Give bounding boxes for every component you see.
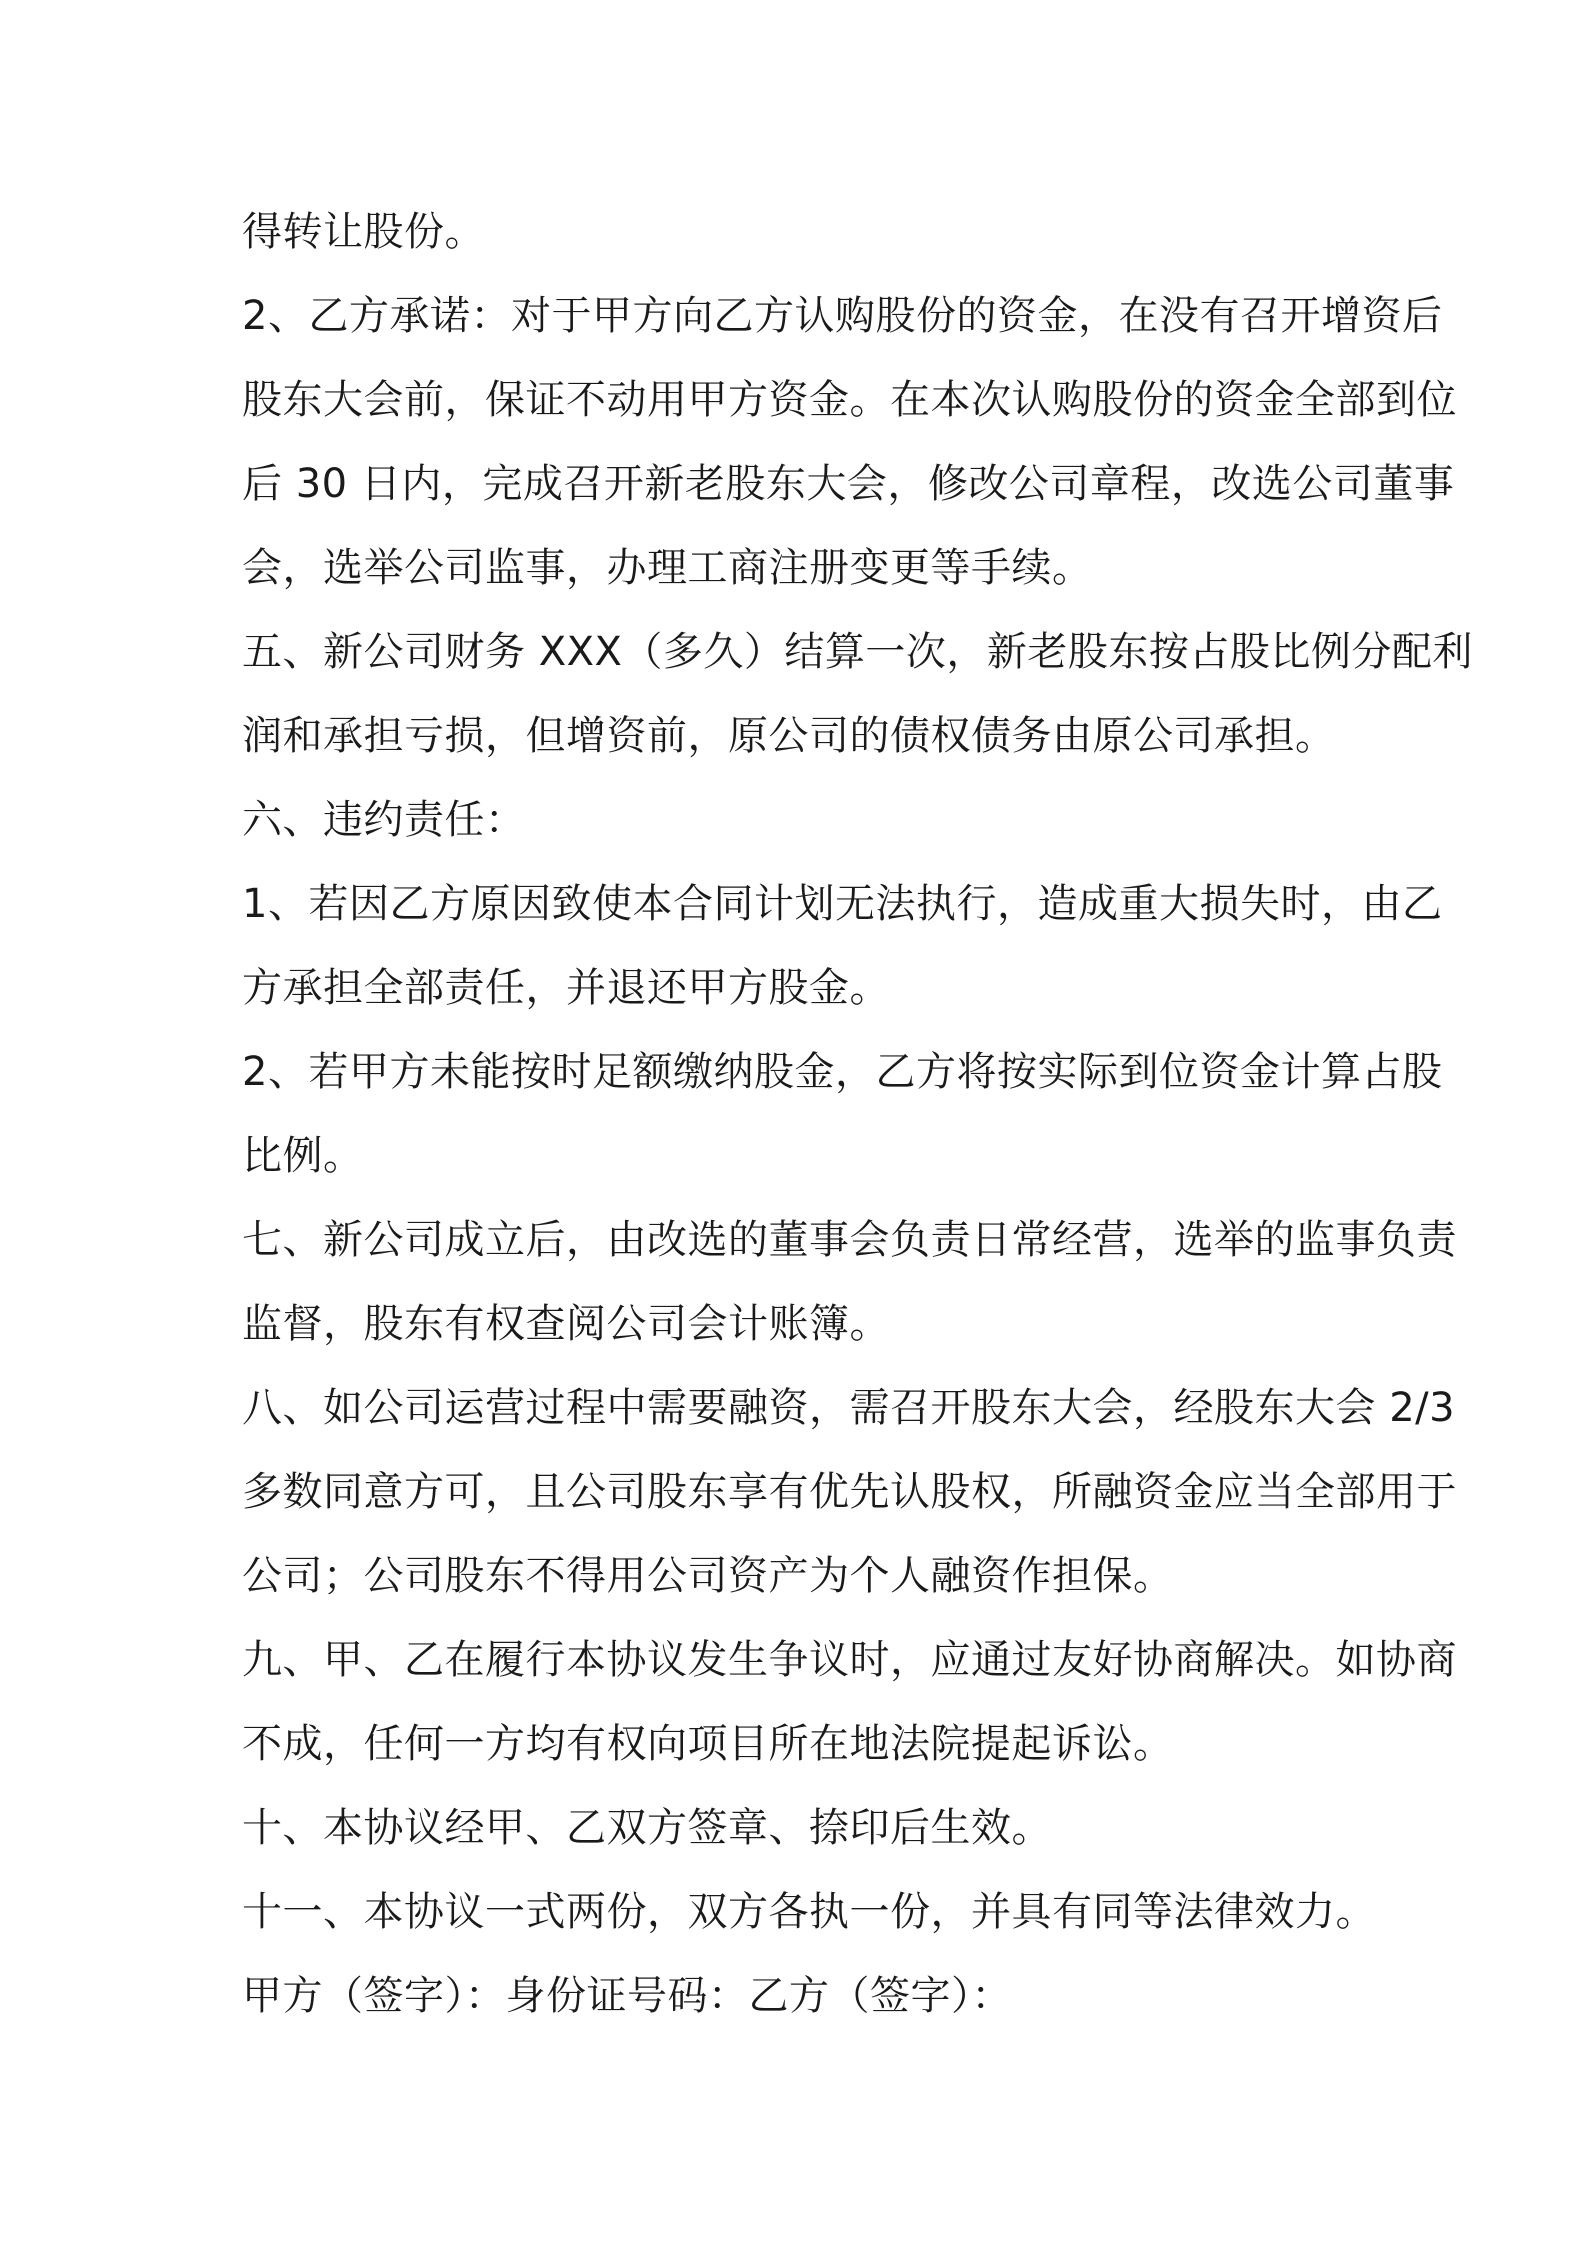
text-line: 八、如公司运营过程中需要融资，需召开股东大会，经股东大会 2/3 <box>242 1385 1456 1431</box>
text-line: 十、本协议经甲、乙双方签章、捺印后生效。 <box>242 1805 1052 1851</box>
text-line: 2、若甲方未能按时足额缴纳股金，乙方将按实际到位资金计算占股 <box>242 1049 1443 1095</box>
text-line: 润和承担亏损，但增资前，原公司的债权债务由原公司承担。 <box>242 713 1336 759</box>
text-line: 六、违约责任： <box>242 797 526 843</box>
text-line: 2、乙方承诺：对于甲方向乙方认购股份的资金，在没有召开增资后 <box>242 293 1443 339</box>
text-line: 监督，股东有权查阅公司会计账簿。 <box>242 1301 890 1347</box>
text-line: 公司；公司股东不得用公司资产为个人融资作担保。 <box>242 1553 1174 1599</box>
text-line: 股东大会前，保证不动用甲方资金。在本次认购股份的资金全部到位 <box>242 377 1457 423</box>
text-line: 1、若因乙方原因致使本合同计划无法执行，造成重大损失时，由乙 <box>242 881 1443 927</box>
text-line: 十一、本协议一式两份，双方各执一份，并具有同等法律效力。 <box>242 1889 1376 1935</box>
text-line: 七、新公司成立后，由改选的董事会负责日常经营，选举的监事负责 <box>242 1217 1457 1263</box>
text-line: 不成，任何一方均有权向项目所在地法院提起诉讼。 <box>242 1721 1174 1767</box>
text-line: 比例。 <box>242 1133 364 1179</box>
document-body <box>242 190 1473 2038</box>
text-line: 多数同意方可，且公司股东享有优先认股权，所融资金应当全部用于 <box>242 1469 1457 1515</box>
text-line: 得转让股份。 <box>242 209 485 255</box>
text-line: 五、新公司财务 XXX（多久）结算一次，新老股东按占股比例分配利 <box>242 629 1473 675</box>
text-line: 方承担全部责任，并退还甲方股金。 <box>242 965 890 1011</box>
text-line: 后 30 日内，完成召开新老股东大会，修改公司章程，改选公司董事 <box>242 461 1455 507</box>
signature-line: 甲方（签字）：身份证号码：乙方（签字）： <box>242 1973 1012 2019</box>
text-line: 九、甲、乙在履行本协议发生争议时，应通过友好协商解决。如协商 <box>242 1637 1457 1683</box>
text-line: 会，选举公司监事，办理工商注册变更等手续。 <box>242 545 1093 591</box>
